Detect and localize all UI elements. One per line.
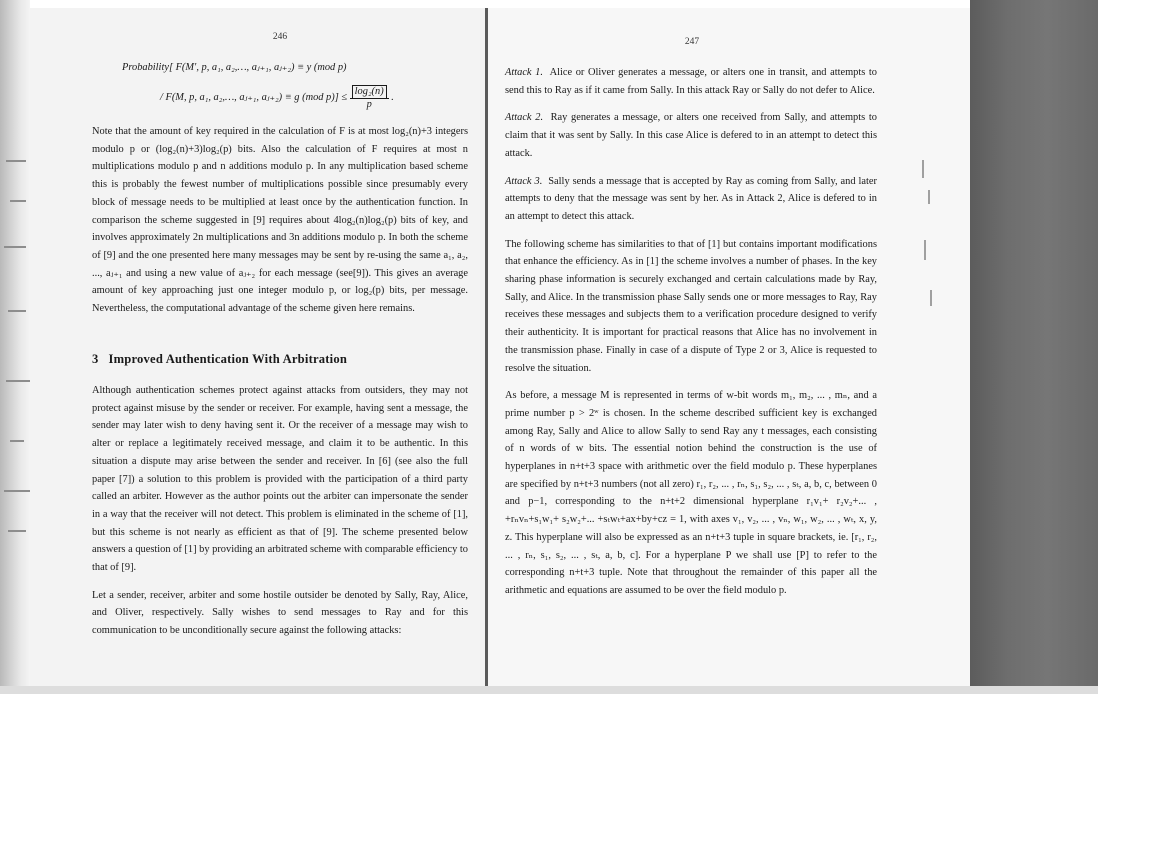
attack-1-text: Alice or Oliver generates a message, or alters one in transit, and attempts to send this to Ray as if it came from Sally. In this attack Ray or Sally do not defer to Alice. (505, 67, 877, 96)
attack-2 (505, 109, 877, 162)
paragraph-scheme-phases: The following scheme has similarities to that of [1] but contains important modifications that enhance the efficiency. As in [1] the scheme involves a number of phases. In the key sharing phase information is securely exchanged and certain calculations made by Ray, Sally, and Alice. In the transmission phase Sally sends one or more messages to Ray, Ray receives these messages and subjects them to a verification procedure designed to verify their authenticity. It is important for practical reasons that Alice has no involvement in the transmission phase. Finally in case of a dispute of Type 2 or 3, Alice is requested to resolve the situation. (505, 238, 877, 374)
right-margin-scan-marks (912, 160, 936, 360)
attack-2-label: Attack 2. (505, 112, 544, 124)
right-text-block (505, 64, 877, 610)
left-margin-scan-marks (4, 150, 50, 550)
section-number: 3 (92, 352, 99, 366)
paragraph-arbitration-intro: Although authentication schemes protect against attacks from outsiders, they may not protect against misuse by the sender or receiver. For example, having sent a message, the sender may later wish to deny having sent it. Or the receiver of a message may wish to alter or replace a legitimately received message, and claim it to be authentic. In this situation a dispute may arise between the sender and receiver. In [6] (see also the full paper [7]) a solution to this problem is provided with the participation of a third party called an arbiter. However as the author points out the arbiter can impersonate the sender in a way that the receiver will not detect. This problem is eliminated in the scheme of [1], but this scheme is not nearly as efficient as that of [9]. The scheme presented below answers a question of [1] by providing an arbitrated scheme with comparable efficiency to that of [9]. (92, 385, 468, 574)
page-number-right: 247 (684, 37, 700, 47)
left-text-block-1 (92, 123, 468, 328)
attack-3-label: Attack 3. (505, 175, 543, 187)
paragraph-key-amount: Note that the amount of key required in the calculation of F is at most log₂(n)+3 integers modulo p or (log₂(n)+3)log₂(p) bits. Also the calculation of F requires at most n multiplications modulo p and n additions modulo p. In any multiplication based scheme this is probably the fewest number of multiplications possible since presumably every block of message needs to be multiplied at least once by the authentication function. In comparison the scheme suggested in [9] requires about 4log₂(n)log₂(p) bits of key, and involves approximately 2n multiplications and 3n additions modulo p. In both the scheme of [9] and the one presented here many messages may be sent by re-using the same a₁, a₂, ..., aⱼ₊₁ and using a new value of aⱼ₊₂ for each message (see[9]). This gives an average amount of key approaching just one integer modulo p, or log₂(p) bits, per message. Nevertheless, the computational advantage of the scheme given here remains. (92, 126, 468, 315)
paragraph-participants: Let a sender, receiver, arbiter and some hostile outsider be denoted by Sally, Ray, Alice, and Oliver, respectively. Sally wishes to send messages to Ray and for this communication to be unconditionally secure against the following attacks: (92, 589, 468, 637)
attack-1 (505, 64, 877, 99)
formula-fraction-numerator (350, 85, 389, 99)
attack-2-text: Ray generates a message, or alters one received from Sally, and attempts to claim that it was sent by Sally. In this case Alice is defered to in an attempt to detect this attack. (505, 112, 877, 159)
attack-1-label: Attack 1. (505, 67, 543, 78)
paragraph-hyperplanes: As before, a message M is represented in terms of w-bit words m₁, m₂, ... , mₙ, and a prime number p > 2ʷ is chosen. In the scheme described sufficient key is exchanged among Ray, Sally and Alice to allow Sally to send Ray any t messages, each consisting of n words of w bits. The essential notion behind the construction is the use of hyperplanes in n+t+3 space with arithmetic over the field modulo p. These hyperplanes are specified by n+t+3 numbers (not all zero) r₁, r₂, ... , rₙ, s₁, s₂, ... , sₜ, a, b, c, between 0 and p−1, corresponding to the n+t+2 dimensional hyperplane r₁v₁+ r₂v₂+... , +rₙvₙ+s₁w₁+ s₂w₂+... +sₜwₜ+ax+by+cz = 1, with axes v₁, v₂, ... , vₙ, w₁, w₂, ... , wₜ, x, y, z. This hyperplane will also be expressed as an n+t+3 tuple in square brackets, ie. [r₁, r₂, ... , rₙ, s₁, s₂, ... , sₜ, a, b, c]. For a hyperplane P we shall use [P] to refer to the corresponding n+t+3 tuple. Note that throughout the remainder of this paper all the arithmetic and equations are assumed to be over the field modulo p. (505, 390, 877, 596)
section-title: Improved Authentication With Arbitration (108, 352, 348, 366)
formula-fraction-denominator: p (366, 99, 372, 110)
attack-3 (505, 173, 877, 226)
probability-formula-line-2 (160, 85, 394, 110)
formula-fraction (350, 85, 389, 110)
right-dark-margin (970, 0, 1098, 694)
formula-end-period: . (391, 91, 394, 103)
bottom-blank-area (0, 694, 1170, 848)
left-text-block-2 (92, 382, 468, 650)
bottom-page-edge (0, 686, 1098, 694)
attack-3-text: Sally sends a message that is accepted by Ray as coming from Sally, and later attempts to deny that the message was sent by her. As in Attack 2, Alice is defered to in an attempt to detect this attack. (505, 175, 877, 222)
formula-line-2-text: / F(M, p, a₁, a₂,…, aⱼ₊₁, aⱼ₊₂) ≡ g (mod p)] ≤ (160, 91, 348, 103)
page-number-left: 246 (272, 32, 288, 42)
section-heading-3 (92, 352, 468, 367)
ceiling-log-term: log₂(n) (352, 85, 387, 98)
right-blank-area (1098, 0, 1170, 848)
probability-formula-line-1: Probability[ F(M′, p, a₁, a₂,…, aⱼ₊₁, aⱼ₊₂) ≡ y (mod p) (122, 62, 347, 73)
